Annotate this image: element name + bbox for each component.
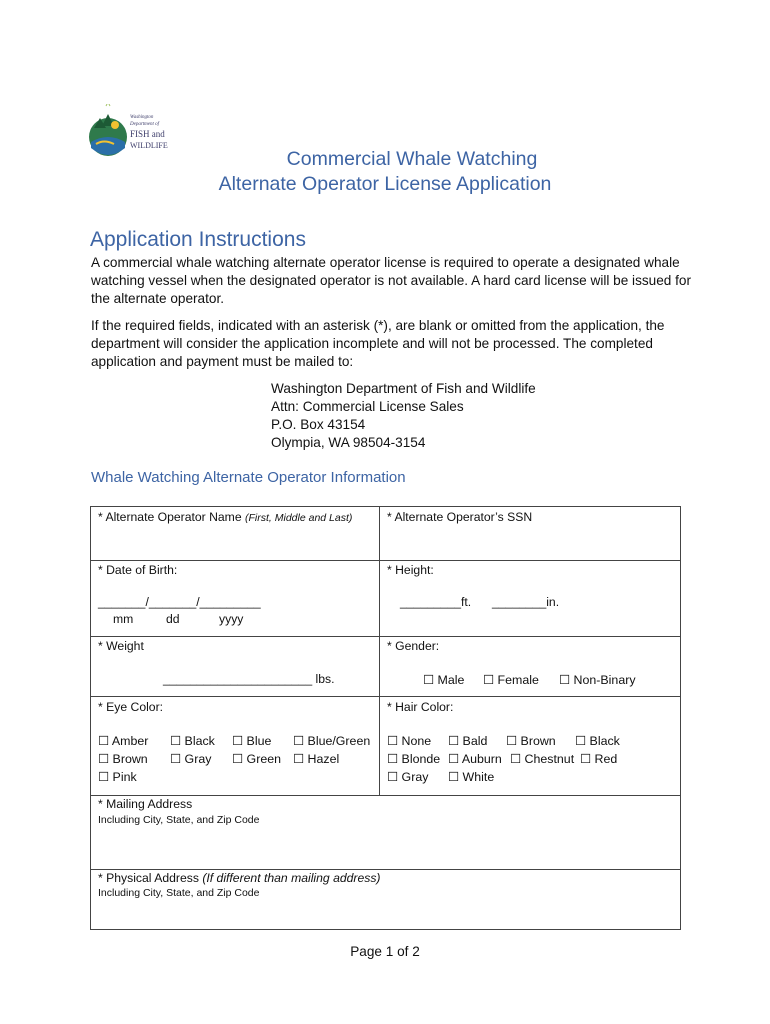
page-number: Page 1 of 2 <box>350 944 420 959</box>
eye-hazel-checkbox[interactable]: ☐ Hazel <box>293 752 340 766</box>
eye-brown-checkbox[interactable]: ☐ Brown <box>98 752 148 766</box>
dob-label: * Date of Birth: <box>98 563 178 577</box>
eye-pink-checkbox[interactable]: ☐ Pink <box>98 770 137 784</box>
address-line: P.O. Box 43154 <box>271 417 366 432</box>
logo-line-1: Washington <box>130 115 154 120</box>
instructions-heading: Application Instructions <box>90 228 306 251</box>
eye-gray-checkbox[interactable]: ☐ Gray <box>170 752 212 766</box>
address-line: Attn: Commercial License Sales <box>271 399 464 414</box>
dob-mm-hint: mm <box>113 612 134 626</box>
hair-none-checkbox[interactable]: ☐ None <box>387 734 432 748</box>
ssn-field[interactable] <box>387 510 532 524</box>
name-label: * Alternate Operator Name <box>98 510 242 524</box>
row-divider <box>91 636 680 637</box>
hair-auburn-checkbox[interactable]: ☐ Auburn <box>448 752 502 766</box>
physical-address-field[interactable] <box>98 871 381 885</box>
hair-white-checkbox[interactable]: ☐ White <box>448 770 495 784</box>
mailing-address-hint: Including City, State, and Zip Code <box>98 814 260 826</box>
weight-input[interactable]: ______________________ lbs. <box>163 672 335 686</box>
dob-yyyy-hint: yyyy <box>219 612 244 626</box>
column-divider <box>379 507 380 795</box>
hair-blonde-checkbox[interactable]: ☐ Blonde <box>387 752 441 766</box>
name-hint: (First, Middle and Last) <box>245 512 353 524</box>
row-divider <box>91 795 680 796</box>
dob-dd-hint: dd <box>166 612 180 626</box>
gender-nonbinary-checkbox[interactable]: ☐ Non-Binary <box>559 673 636 687</box>
name-field[interactable] <box>98 510 352 524</box>
mailing-address-input[interactable] <box>91 827 680 867</box>
height-inches-input[interactable]: ________in. <box>492 595 560 609</box>
title-line-2: Alternate Operator License Application <box>218 173 552 195</box>
operator-info-form <box>90 506 681 930</box>
mailing-address-block <box>271 380 536 452</box>
dob-input[interactable]: _______/_______/_________ <box>98 595 261 609</box>
eye-bluegreen-checkbox[interactable]: ☐ Blue/Green <box>293 734 371 748</box>
hair-red-checkbox[interactable]: ☐ Red <box>580 752 618 766</box>
instructions-paragraph-2: If the required fields, indicated with an asterisk (*), are blank or omitted from the application, the department will consider the application incomplete and will not be processed. The completed application and payment must be mailed to: <box>91 318 665 369</box>
height-label: * Height: <box>387 563 434 577</box>
eye-black-checkbox[interactable]: ☐ Black <box>170 734 215 748</box>
eye-amber-checkbox[interactable]: ☐ Amber <box>98 734 149 748</box>
address-line: Washington Department of Fish and Wildlife <box>271 381 536 396</box>
instructions-paragraph-1: A commercial whale watching alternate operator license is required to operate a designated whale watching vessel when the designated operator is not available. A hard card license will be issued for the alternate operator. <box>91 255 691 306</box>
address-line: Olympia, WA 98504-3154 <box>271 435 426 450</box>
hair-chestnut-checkbox[interactable]: ☐ Chestnut <box>510 752 575 766</box>
section-heading: Whale Watching Alternate Operator Information <box>91 469 406 486</box>
height-feet-input[interactable]: _________ft. <box>400 595 472 609</box>
row-divider <box>91 696 680 697</box>
ssn-label: * Alternate Operator’s SSN <box>387 510 533 524</box>
physical-address-label: * Physical Address <box>98 871 199 885</box>
eye-green-checkbox[interactable]: ☐ Green <box>232 752 281 766</box>
hair-black-checkbox[interactable]: ☐ Black <box>575 734 620 748</box>
hair-brown-checkbox[interactable]: ☐ Brown <box>506 734 556 748</box>
eye-color-label: * Eye Color: <box>98 700 164 714</box>
row-divider <box>91 560 680 561</box>
gender-male-checkbox[interactable]: ☐ Male <box>423 673 465 687</box>
title-line-1: Commercial Whale Watching <box>286 148 538 170</box>
hair-bald-checkbox[interactable]: ☐ Bald <box>448 734 488 748</box>
mailing-address-label: * Mailing Address <box>98 797 193 811</box>
eye-blue-checkbox[interactable]: ☐ Blue <box>232 734 272 748</box>
logo-line-4: WILDLIFE <box>130 141 168 150</box>
logo-line-3: FISH and <box>130 129 165 139</box>
physical-address-hint: Including City, State, and Zip Code <box>98 887 260 899</box>
row-divider <box>91 869 680 870</box>
weight-label: * Weight <box>98 639 144 653</box>
physical-address-qualifier: (If different than mailing address) <box>202 871 381 885</box>
gender-label: * Gender: <box>387 639 440 653</box>
hair-color-label: * Hair Color: <box>387 700 454 714</box>
hair-gray-checkbox[interactable]: ☐ Gray <box>387 770 429 784</box>
logo-line-2: Department of <box>130 122 160 127</box>
gender-female-checkbox[interactable]: ☐ Female <box>483 673 539 687</box>
